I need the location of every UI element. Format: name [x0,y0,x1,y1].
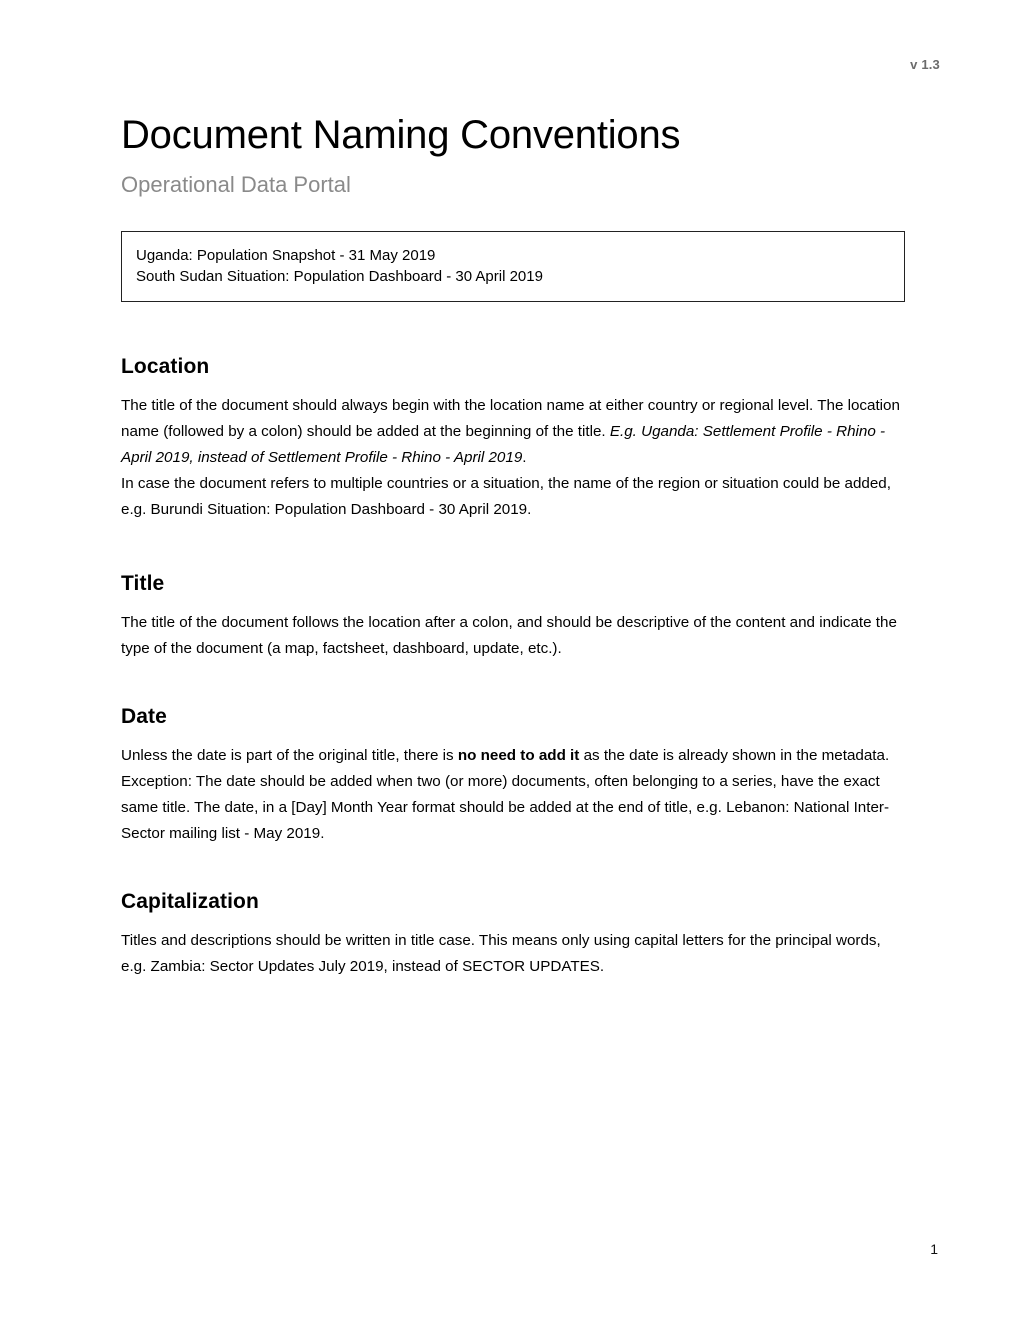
page-subtitle: Operational Data Portal [121,172,351,198]
location-text-second: In case the document refers to multiple countries or a situation, the name of the region or situation could be added, e.g. Burundi Situation: Population Dashboard - 30 April 2019. [121,474,891,518]
example-box [121,231,905,302]
date-text-lead: Unless the date is part of the original title, there is [121,747,458,765]
example-line-1: Uganda: Population Snapshot - 31 May 2019 [136,246,436,264]
section-heading-date: Date [121,705,167,729]
version-label: v 1.3 [910,57,940,72]
date-text-exception: Exception: The date should be added when two (or more) documents, often belonging to a series, have the exact same title. The date, in a [Day] Month Year format should be added at the end of title, e.g. Lebanon: National Inter-Sector mailing list - May 2019. [121,773,890,843]
section-heading-capitalization: Capitalization [121,890,259,914]
section-capitalization-paragraph-1: Titles and descriptions should be written in title case. This means only using capital letters for the principal words, e.g. Zambia: Sector Updates July 2019, instead of SECTOR UPDATES. [121,932,881,976]
section-title-paragraph-1: The title of the document follows the location after a colon, and should be descriptive of the content and indicate the type of the document (a map, factsheet, dashboard, update, etc.). [121,614,897,658]
location-text-italic: E.g. Uganda: Settlement Profile - Rhino - April 2019, instead of Settlement Profile - Rhino - April 2019 [121,422,886,466]
section-heading-location: Location [121,354,210,378]
date-text-bold: no need to add it [457,747,580,765]
example-line-2: South Sudan Situation: Population Dashboard - 30 April 2019 [136,267,543,285]
location-text-lead: The title of the document should always begin with the location name at either country or regional level. The location name (followed by a colon) should be added at the beginning of the title. [121,396,900,440]
section-heading-title: Title [121,571,165,595]
section-location [121,354,905,523]
page-number: 1 [930,1241,938,1257]
section-location-paragraph-1 [121,393,905,523]
section-title [121,571,905,662]
section-date [121,704,905,847]
document-content [121,112,905,980]
section-capitalization [121,889,905,980]
location-text-tail: . [522,448,527,466]
section-date-paragraph-1 [121,743,905,847]
date-text-tail: as the date is already shown in the metadata. [579,747,890,765]
page-title: Document Naming Conventions [121,113,681,157]
